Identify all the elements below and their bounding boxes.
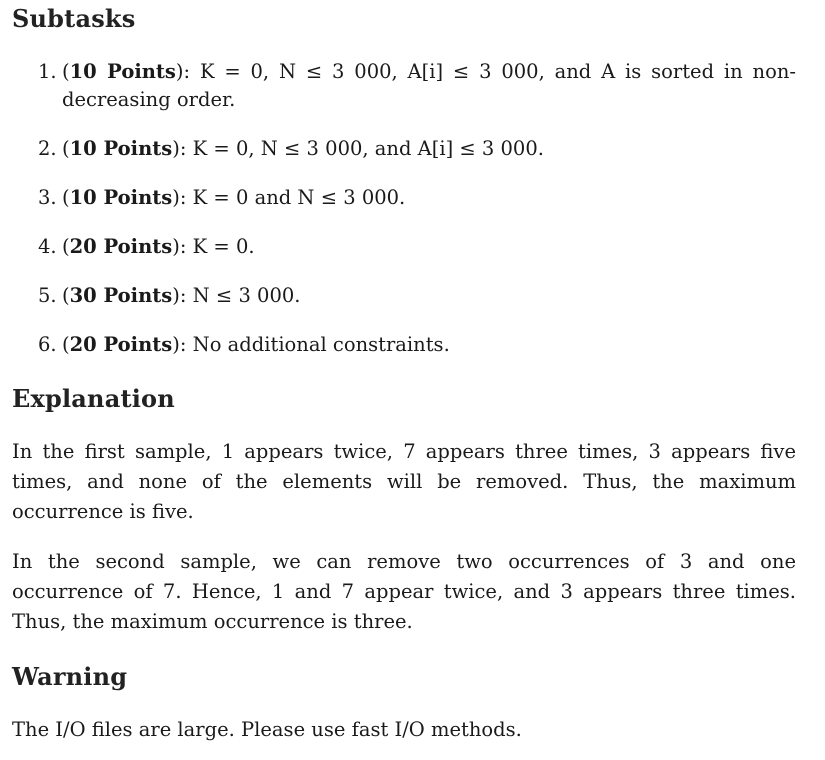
subtasks-heading: Subtasks xyxy=(12,4,136,33)
subtask-points: 30 Points xyxy=(69,284,173,307)
explanation-paragraph: In the second sample, we can remove two occurrences of 3 and one occurrence of 7. Hence, 1 and 7 appear twice, and 3 appears three times. Thus, the maximum occurrence is three. xyxy=(12,550,796,633)
subtask-points: 20 Points xyxy=(69,333,173,356)
warning-heading: Warning xyxy=(12,662,128,691)
subtask-item: 4. (20 Points): K = 0. xyxy=(38,233,796,282)
subtask-constraint: K = 0, N ≤ 3 000, A[i] ≤ 3 000, and A is sorted in non-decreasing order. xyxy=(62,60,796,111)
subtask-constraint: K = 0, N ≤ 3 000, and A[i] ≤ 3 000. xyxy=(192,137,544,160)
subtask-constraint: N ≤ 3 000. xyxy=(192,284,301,307)
subtask-item: 2. (10 Points): K = 0, N ≤ 3 000, and A[i] ≤ 3 000. xyxy=(38,135,796,184)
warning-text: The I/O files are large. Please use fast I/O methods. xyxy=(12,718,522,741)
subtask-item: 6. (20 Points): No additional constraints. xyxy=(38,331,796,380)
subtask-points: 20 Points xyxy=(69,235,173,258)
subtask-constraint: K = 0 and N ≤ 3 000. xyxy=(192,186,406,209)
subtask-constraint: K = 0. xyxy=(192,235,255,258)
subtask-number: 1. xyxy=(38,60,57,83)
explanation-heading: Explanation xyxy=(12,384,175,413)
subtask-number: 5. xyxy=(38,284,57,307)
subtask-item: 1. (10 Points): K = 0, N ≤ 3 000, A[i] ≤ 3 000, and A is sorted in non-decreasing order. xyxy=(38,60,796,111)
subtasks-list xyxy=(38,58,796,380)
subtask-number: 6. xyxy=(38,333,57,356)
subtask-points: 10 Points xyxy=(69,186,173,209)
subtask-item: 3. (10 Points): K = 0 and N ≤ 3 000. xyxy=(38,184,796,233)
subtask-constraint: No additional constraints. xyxy=(192,333,450,356)
subtask-item: 5. (30 Points): N ≤ 3 000. xyxy=(38,282,796,331)
subtask-number: 3. xyxy=(38,186,57,209)
subtask-number: 4. xyxy=(38,235,57,258)
subtask-number: 2. xyxy=(38,137,57,160)
subtask-points: 10 Points xyxy=(69,137,173,160)
explanation-paragraph: In the first sample, 1 appears twice, 7 appears three times, 3 appears five times, and none of the elements will be removed. Thus, the maximum occurrence is five. xyxy=(12,440,796,523)
subtask-points: 10 Points xyxy=(69,60,176,83)
